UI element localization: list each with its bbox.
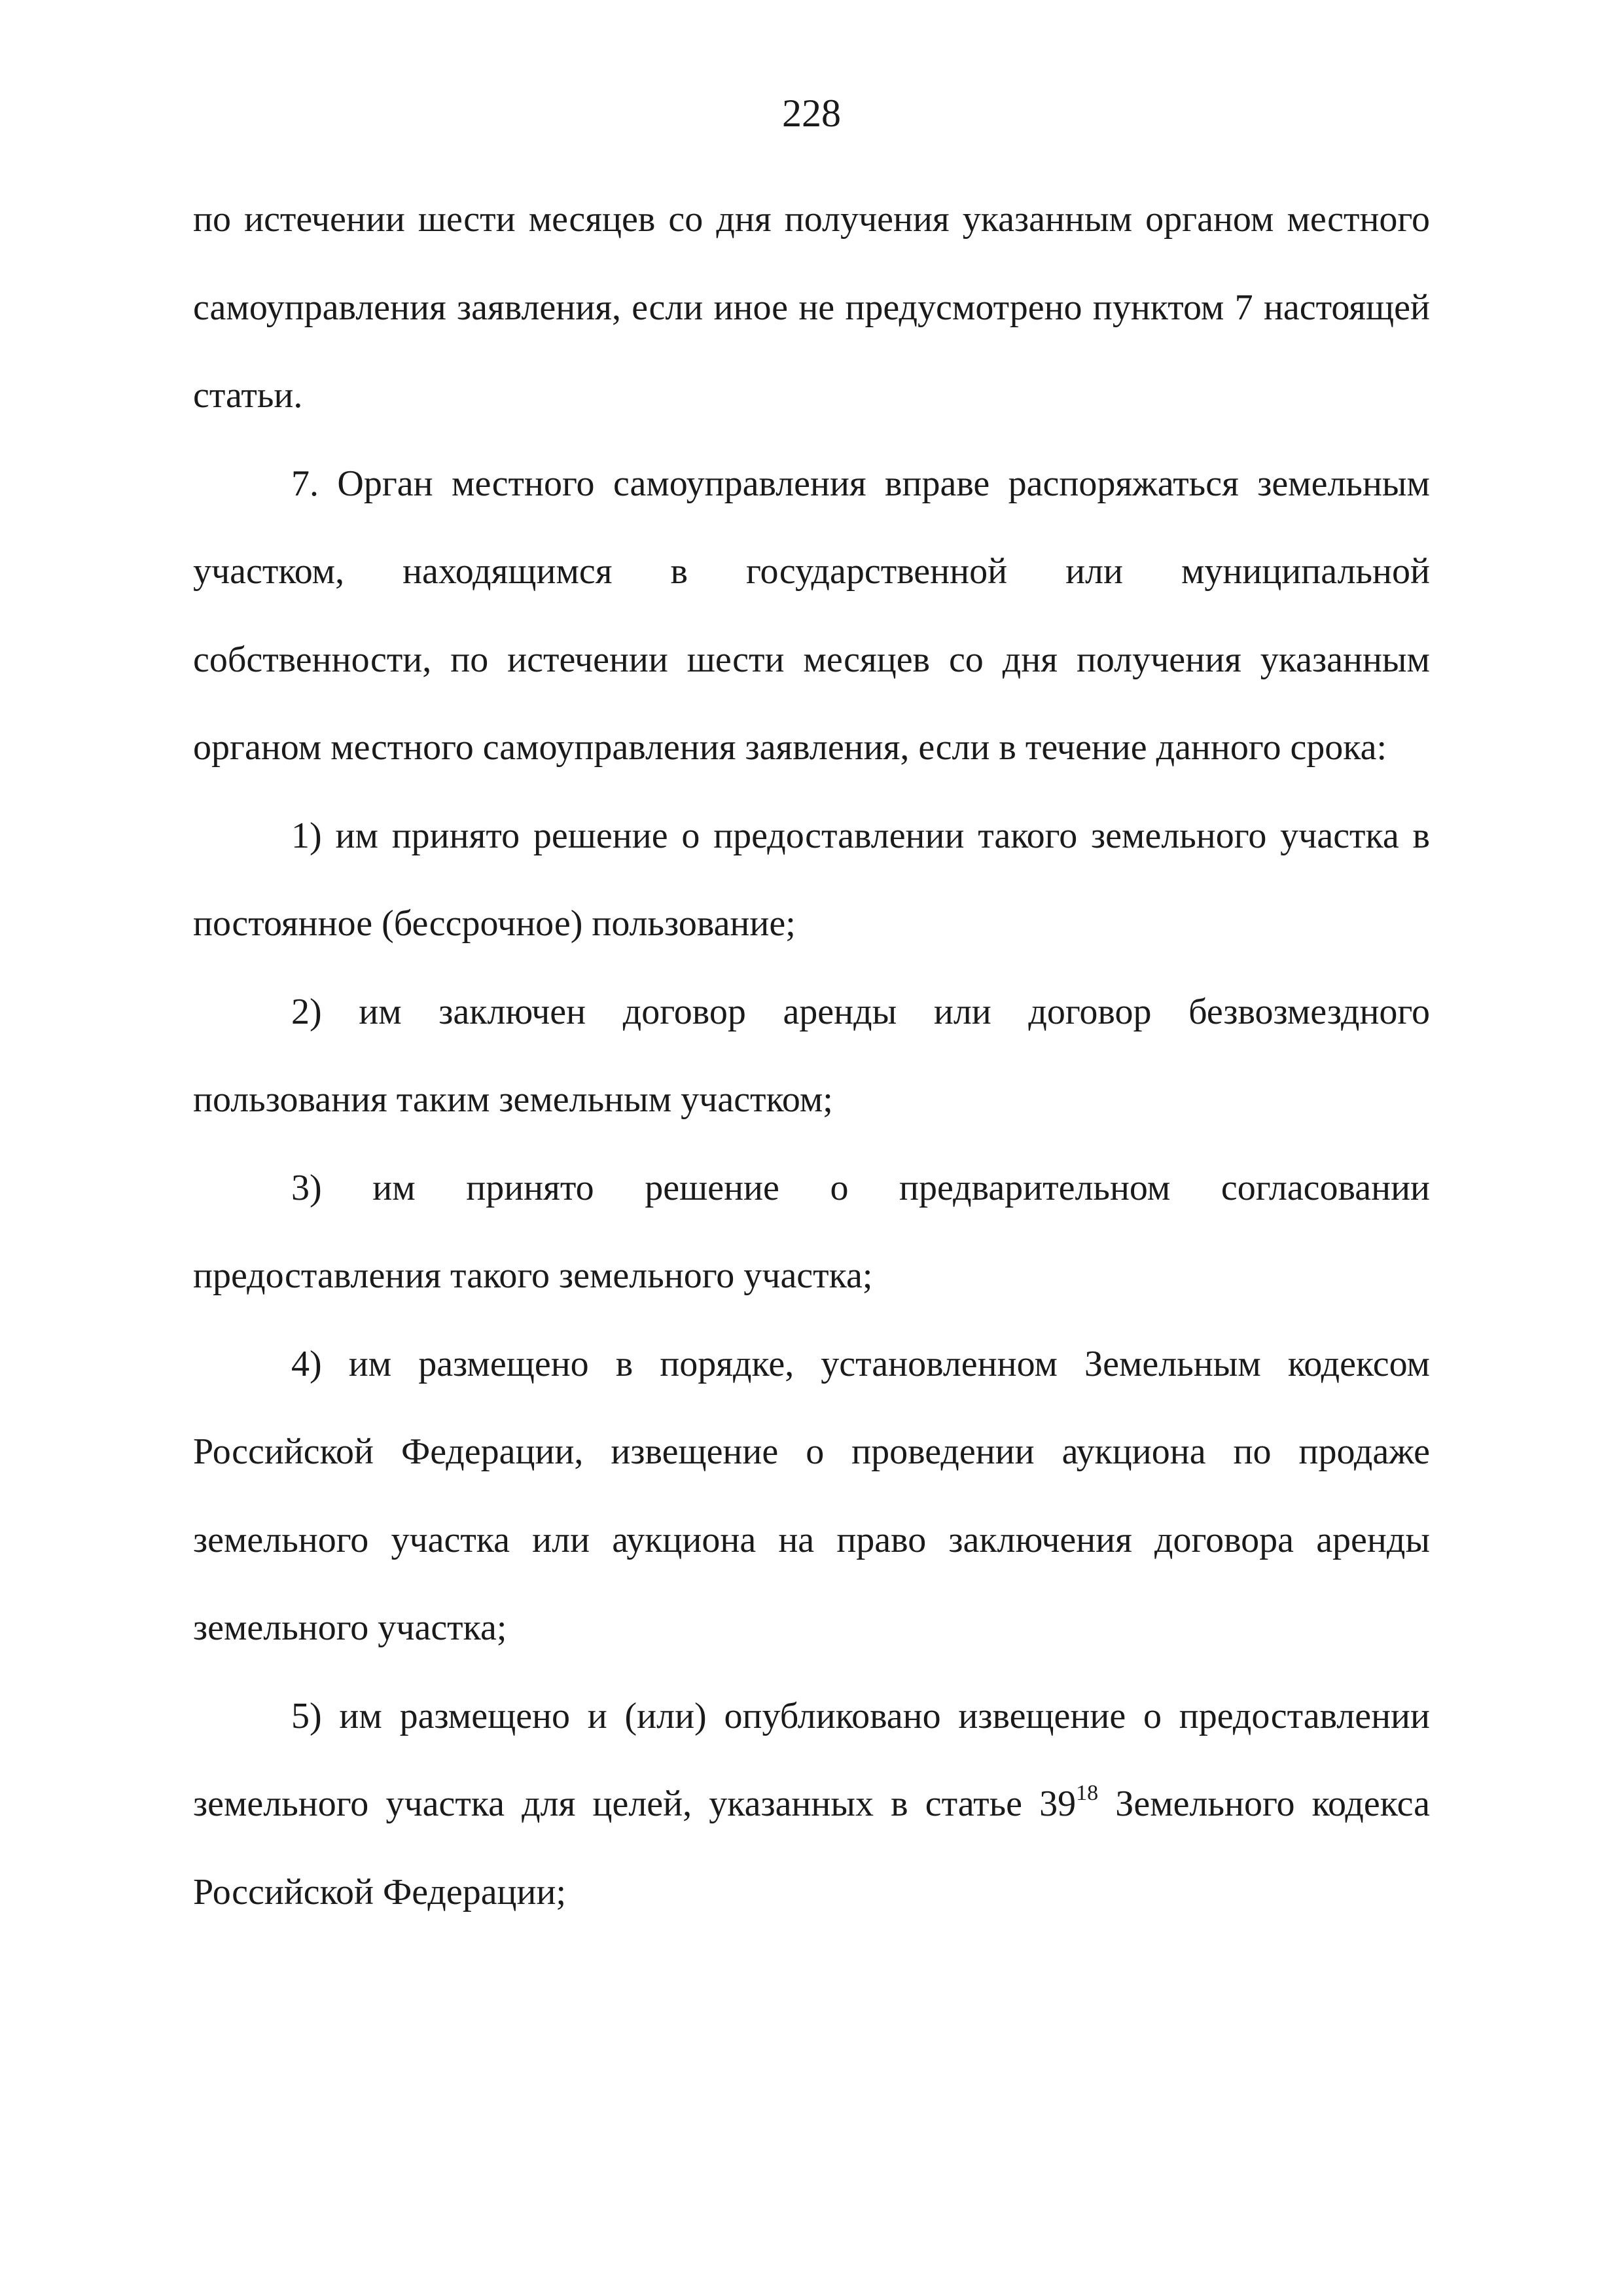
list-item-2: 2) им заключен договор аренды или договор безвозмездного пользования таким земельным участком; [193,991,1430,1120]
list-item-5 [193,1672,1430,1937]
list-item-5-text-after: Земельного кодекса Российской Федерации; [193,1784,1430,1912]
list-item-5-text-before: 5) им размещено и (или) опубликовано извещение о предоставлении земельного участка для целей, указанных в статье 39 [193,1695,1430,1824]
document-body [193,175,1430,1936]
list-item-4: 4) им размещено в порядке, установленном Земельным кодексом Российской Федерации, извещение о проведении аукциона по продаже земельного участка или аукциона на право заключения договора аренды земельного участка; [193,1343,1430,1648]
article-superscript: 18 [1076,1781,1099,1806]
page-number: 228 [782,92,841,135]
list-item-3: 3) им принято решение о предварительном согласовании предоставления такого земельного участка; [193,1167,1430,1296]
list-item-1: 1) им принято решение о предоставлении такого земельного участка в постоянное (бессрочное) пользование; [193,815,1430,944]
paragraph-continuation: по истечении шести месяцев со дня получения указанным органом местного самоуправления заявления, если иное не предусмотрено пунктом 7 настоящей статьи. [193,199,1430,416]
paragraph-item-7: 7. Орган местного самоуправления вправе распоряжаться земельным участком, находящимся в государственной или муниципальной собственности, по истечении шести месяцев со дня получения указанным органом местного самоуправления заявления, если в течение данного срока: [193,463,1430,768]
